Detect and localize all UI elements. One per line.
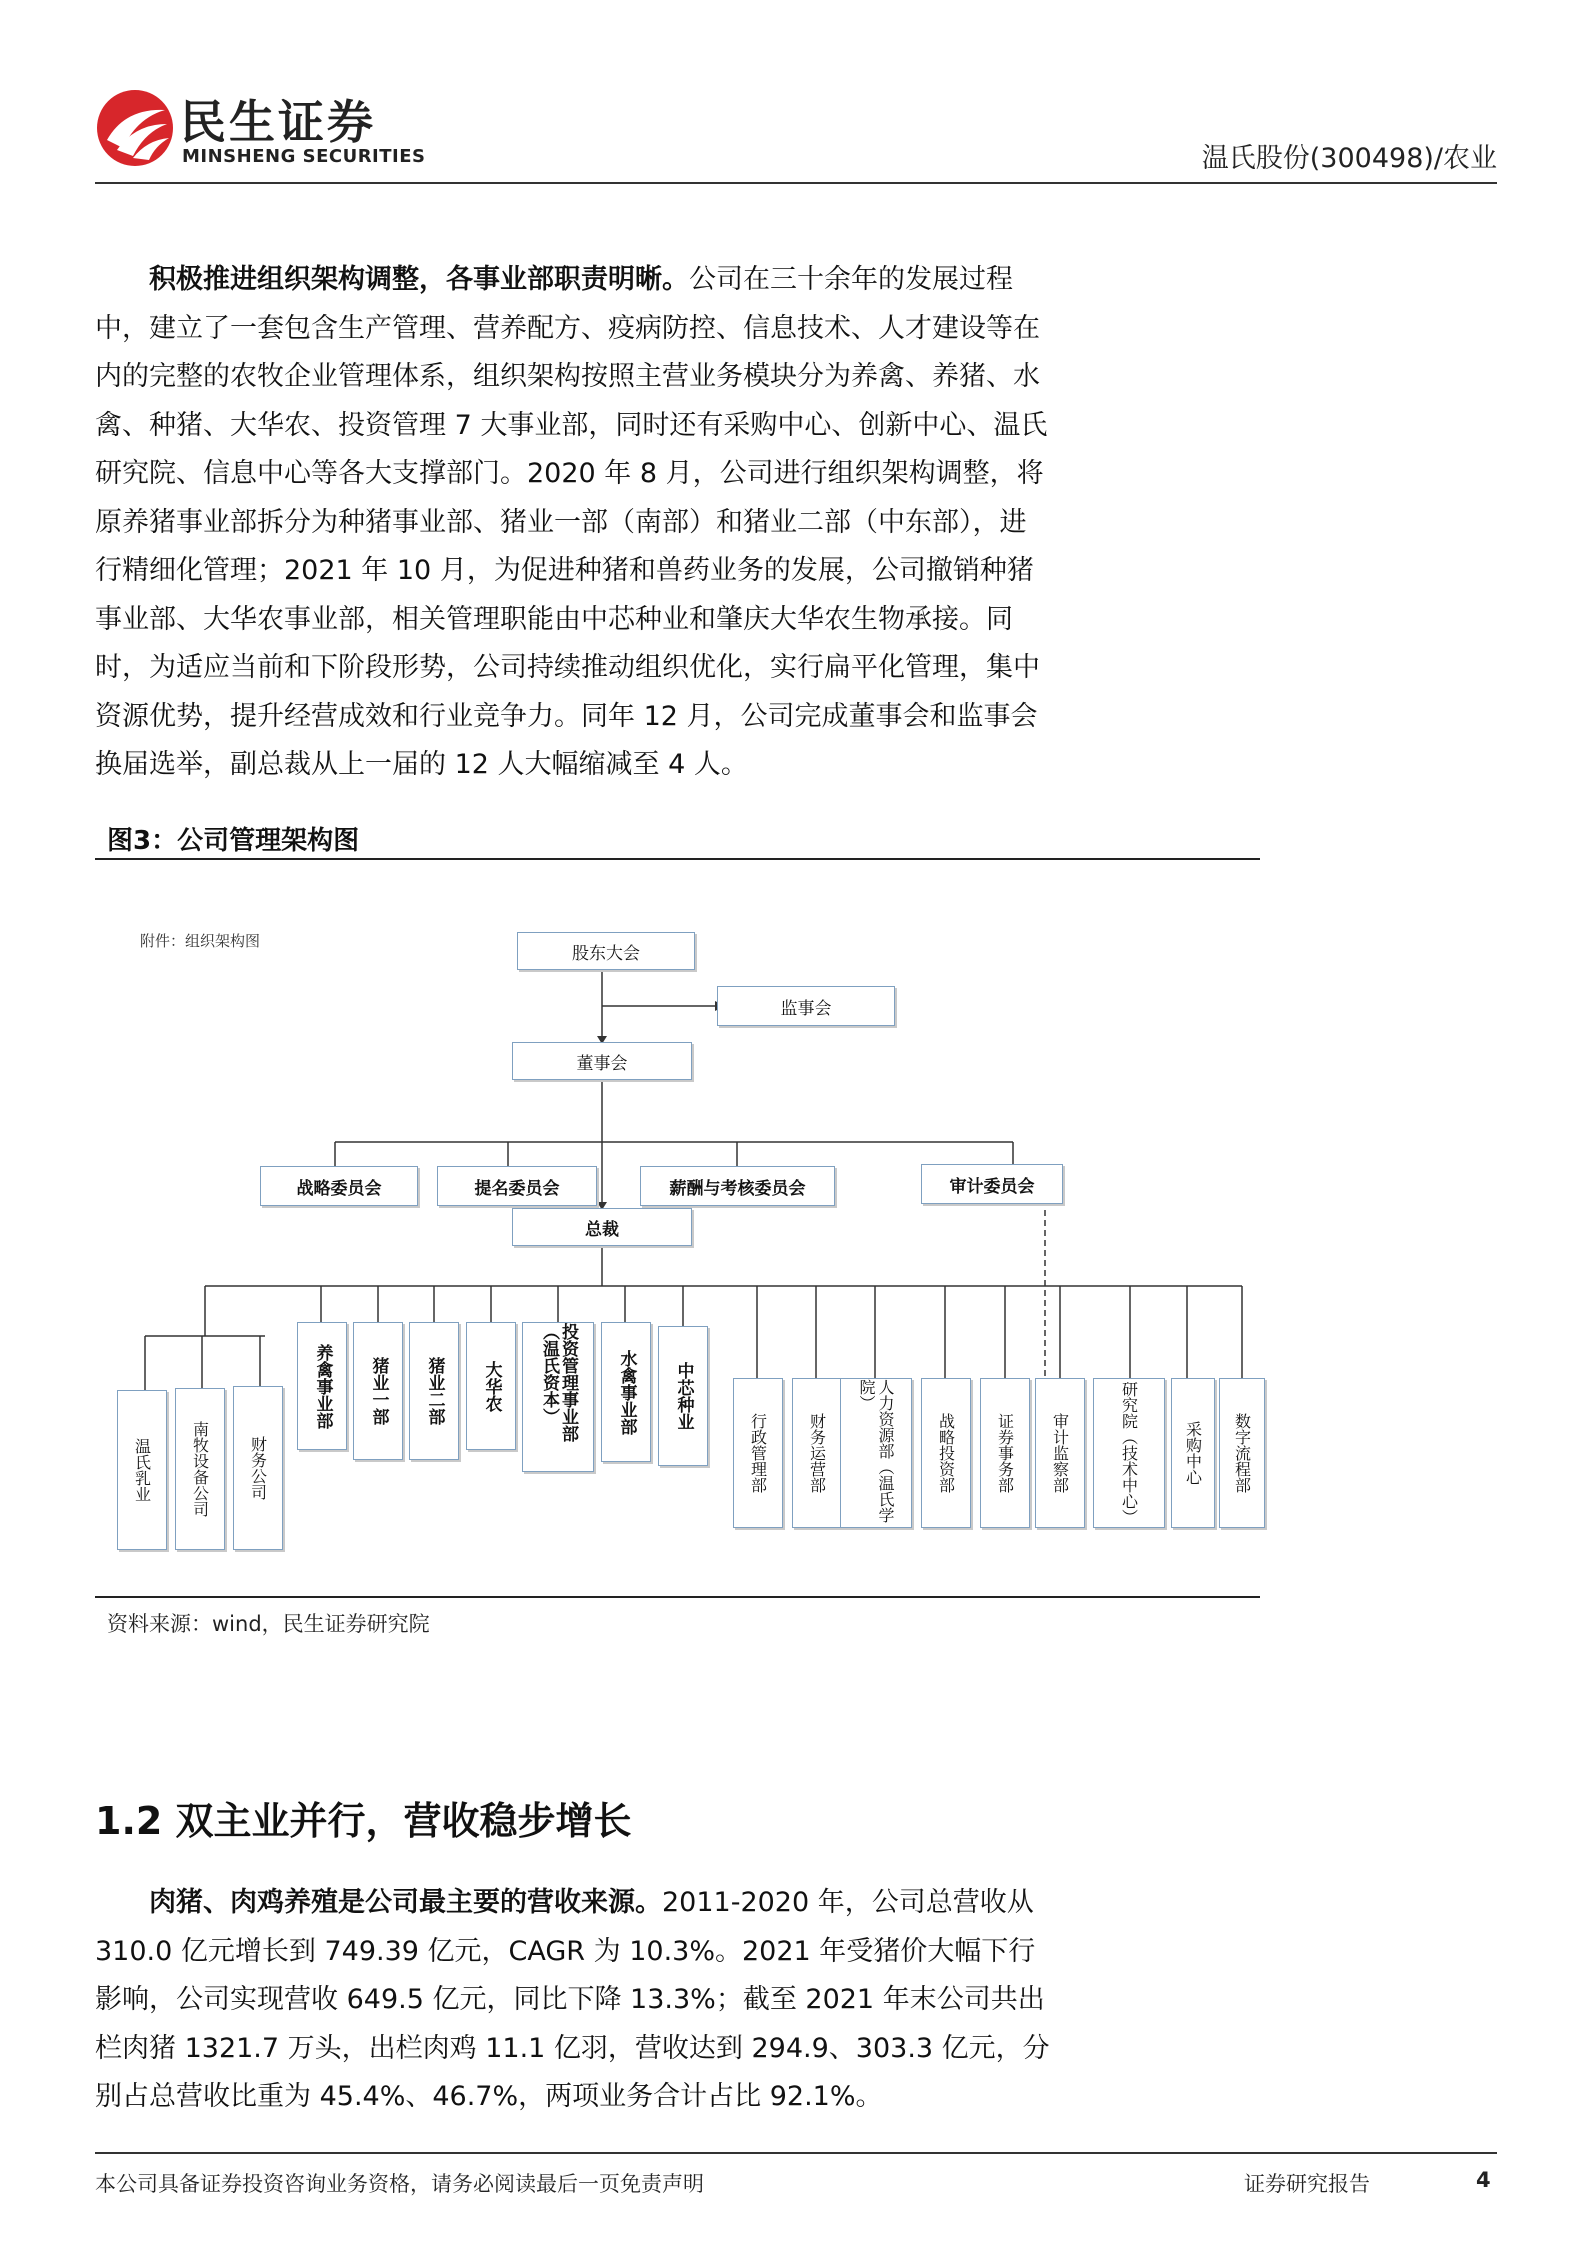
paragraph-text: 2011-2020 年，公司总营收从 310.0 亿元增长到 749.39 亿元，CAGR 为 10.3%。2021 年受猪价大幅下行影响，公司实现营收 649.5 亿元，同比下降 13.3%；截至 2021 年末公司共出栏肉猪 1321.7 万头，出栏肉鸡 11.1 亿羽，营收达到 294.9、303.3 亿元，分别占总营收比重为 45.4%、46.7%，两项业务合计占比 92.1%。 [95, 1887, 1050, 2112]
shareholders-meeting-box: 股东大会 [517, 932, 695, 970]
footer-divider [95, 2152, 1497, 2154]
audit-committee-box: 审计委员会 [921, 1164, 1063, 1204]
poultry-division-box: 养禽事业部 [297, 1322, 347, 1450]
paragraph-lead: 肉猪、肉鸡养殖是公司最主要的营收来源。 [149, 1887, 662, 1918]
securities-dept-box: 证券事务部 [980, 1378, 1030, 1528]
paragraph-revenue [95, 1879, 1050, 2122]
minsheng-logo-icon [95, 88, 175, 168]
figure-title: 图3：公司管理架构图 [107, 826, 360, 856]
president-box: 总裁 [512, 1208, 692, 1246]
figure-top-rule [95, 858, 1260, 860]
brand-name-cn: 民生证券 [180, 95, 376, 149]
wens-dairy-box: 温氏乳业 [117, 1390, 167, 1550]
supervisory-board-box: 监事会 [717, 986, 895, 1026]
remuneration-committee-box: 薪酬与考核委员会 [640, 1166, 835, 1206]
strategy-committee-box: 战略委员会 [260, 1166, 418, 1206]
research-institute-box: 研究院（技术中心） [1093, 1378, 1165, 1528]
nomination-committee-box: 提名委员会 [437, 1166, 597, 1206]
chart-note: 附件：组织架构图 [140, 932, 261, 950]
paragraph-lead: 积极推进组织架构调整，各事业部职责明晰。 [149, 264, 689, 295]
finance-ops-dept-box: 财务运营部 [792, 1378, 842, 1528]
pig-division-1-box: 猪业一部 [353, 1322, 403, 1460]
footer-report-type: 证券研究报告 [1244, 2172, 1370, 2196]
procurement-center-box: 采购中心 [1171, 1378, 1215, 1528]
digital-process-dept-box: 数字流程部 [1219, 1378, 1265, 1528]
paragraph-org-structure [95, 256, 1050, 790]
admin-dept-box: 行政管理部 [733, 1378, 783, 1528]
finance-company-box: 财务公司 [233, 1386, 283, 1550]
waterfowl-division-box: 水禽事业部 [601, 1322, 651, 1462]
org-chart [95, 870, 1260, 1590]
strategy-invest-dept-box: 战略投资部 [921, 1378, 971, 1528]
footer-disclaimer: 本公司具备证券投资咨询业务资格，请务必阅读最后一页免责声明 [95, 2172, 704, 2196]
section-heading: 1.2 双主业并行，营收稳步增长 [95, 1799, 632, 1843]
page-number: 4 [1476, 2168, 1491, 2192]
audit-supervision-dept-box: 审计监察部 [1035, 1378, 1085, 1528]
stock-label: 温氏股份(300498)/农业 [1201, 143, 1497, 174]
paragraph-text: 公司在三十余年的发展过程中，建立了一套包含生产管理、营养配方、疫病防控、信息技术、人才建设等在内的完整的农牧企业管理体系，组织架构按照主营业务模块分为养禽、养猪、水禽、种猪、大华农、投资管理 7 大事业部，同时还有采购中心、创新中心、温氏研究院、信息中心等各大支撑部门。2020 年 8 月，公司进行组织架构调整，将原养猪事业部拆分为种猪事业部、猪业一部（南部）和猪业二部（中东部），进行精细化管理；2021 年 10 月，为促进种猪和兽药业务的发展，公司撤销种猪事业部、大华农事业部，相关管理职能由中芯种业和肇庆大华农生物承接。同时，为适应当前和下阶段形势，公司持续推动组织优化，实行扁平化管理，集中资源优势，提升经营成效和行业竞争力。同年 12 月，公司完成董事会和监事会换届选举，副总裁从上一届的 12 人大幅缩减至 4 人。 [95, 264, 1048, 780]
pig-division-2-box: 猪业二部 [409, 1322, 459, 1460]
hr-dept-box: 人力资源部（温氏学院） [840, 1378, 912, 1528]
header-divider [95, 182, 1497, 184]
nanmu-equipment-box: 南牧设备公司 [175, 1388, 225, 1550]
zhongxin-breeding-box: 中芯种业 [658, 1326, 708, 1466]
brand-name-en: MINSHENG SECURITIES [182, 146, 426, 167]
figure-source: 资料来源：wind，民生证券研究院 [107, 1612, 430, 1636]
investment-division-box: 投资管理事业部（温氏资本） [522, 1322, 594, 1472]
board-of-directors-box: 董事会 [512, 1042, 692, 1080]
dahuanong-box: 大华农 [466, 1322, 516, 1450]
figure-bottom-rule [95, 1596, 1260, 1598]
